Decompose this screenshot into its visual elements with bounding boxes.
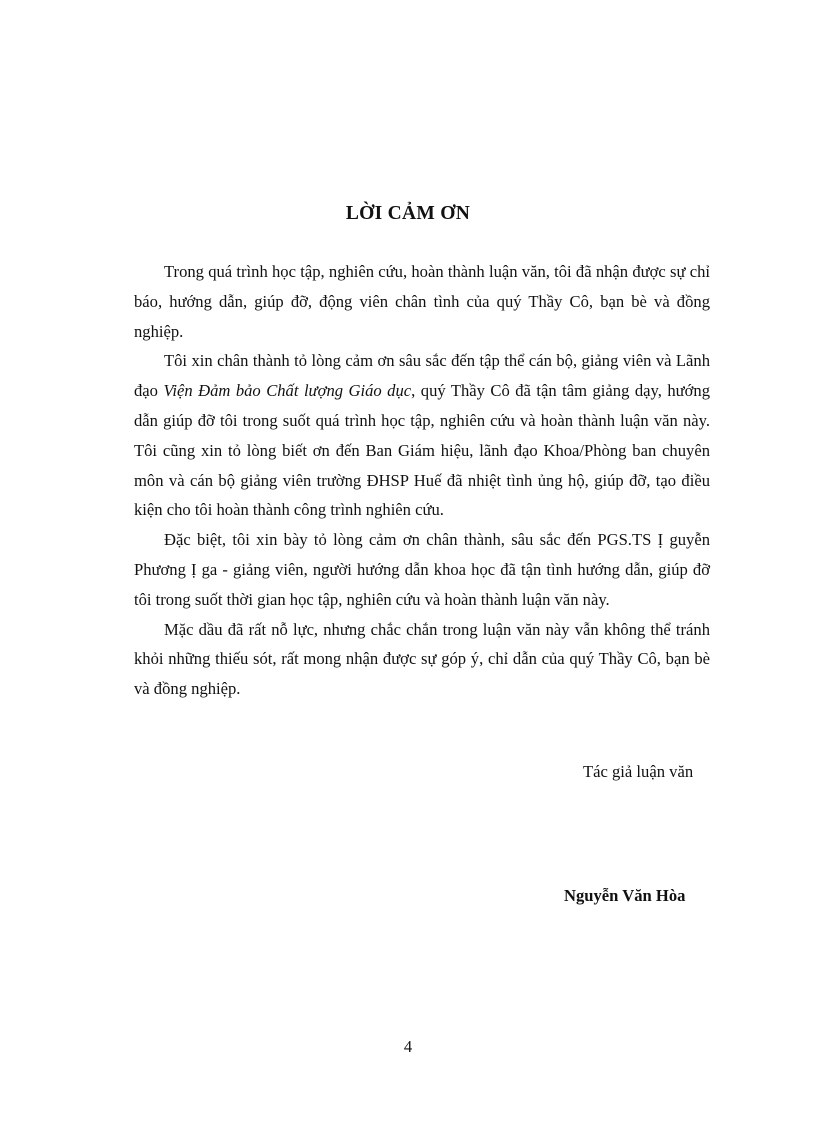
signature-name: Nguyễn Văn Hòa	[564, 886, 686, 905]
page-title: LỜI CẢM ƠN	[345, 203, 471, 224]
paragraph-4: Mặc dầu đã rất nỗ lực, nhưng chắc chắn trong luận văn này vẫn không thể tránh khỏi những thiếu sót, rất mong nhận được sự góp ý, chỉ dẫn của quý Thầy Cô, bạn bè và đồng nghiệp.	[134, 619, 710, 699]
paragraph-1: Trong quá trình học tập, nghiên cứu, hoàn thành luận văn, tôi đã nhận được sự chỉ báo, hướng dẫn, giúp đỡ, động viên chân tình của quý Thầy Cô, bạn bè và đồng nghiệp.	[134, 262, 710, 341]
paragraph-2-start: Tôi xin chân thành tỏ lòng cảm ơn sâu sắc đến tập thể cán bộ, giảng viên và Lãnh đạo	[134, 351, 710, 401]
page-number: 4	[403, 1037, 413, 1056]
signature-role: Tác giả luận văn	[583, 762, 694, 781]
paragraph-2-end: , quý Thầy Cô đã tận tâm giảng dạy, hướng dẫn giúp đỡ tôi trong suốt quá trình học tập, nghiên cứu và hoàn thành luận văn này. Tôi cũng xin tỏ lòng biết ơn đến Ban Giám hiệu, lãnh đạo Khoa/Phòng ban chuyên môn và cán bộ giảng viên trường ĐHSP Huế đã nhiệt tình ủng hộ, giúp đỡ, tạo điều kiện cho tôi hoàn thành công trình nghiên cứu.	[134, 381, 710, 520]
paragraph-3: Đặc biệt, tôi xin bày tỏ lòng cảm ơn chân thành, sâu sắc đến PGS.TS Ị guyễn Phương Ị ga - giảng viên, người hướng dẫn khoa học đã tận tình hướng dẫn, giúp đỡ tôi trong suốt thời gian học tập, nghiên cứu và hoàn thành luận văn này.	[134, 530, 710, 609]
paragraph-2	[134, 346, 710, 525]
institute-name: Viện Đảm bảo Chất lượng Giáo dục	[163, 381, 412, 401]
acknowledgement-body	[134, 257, 710, 704]
